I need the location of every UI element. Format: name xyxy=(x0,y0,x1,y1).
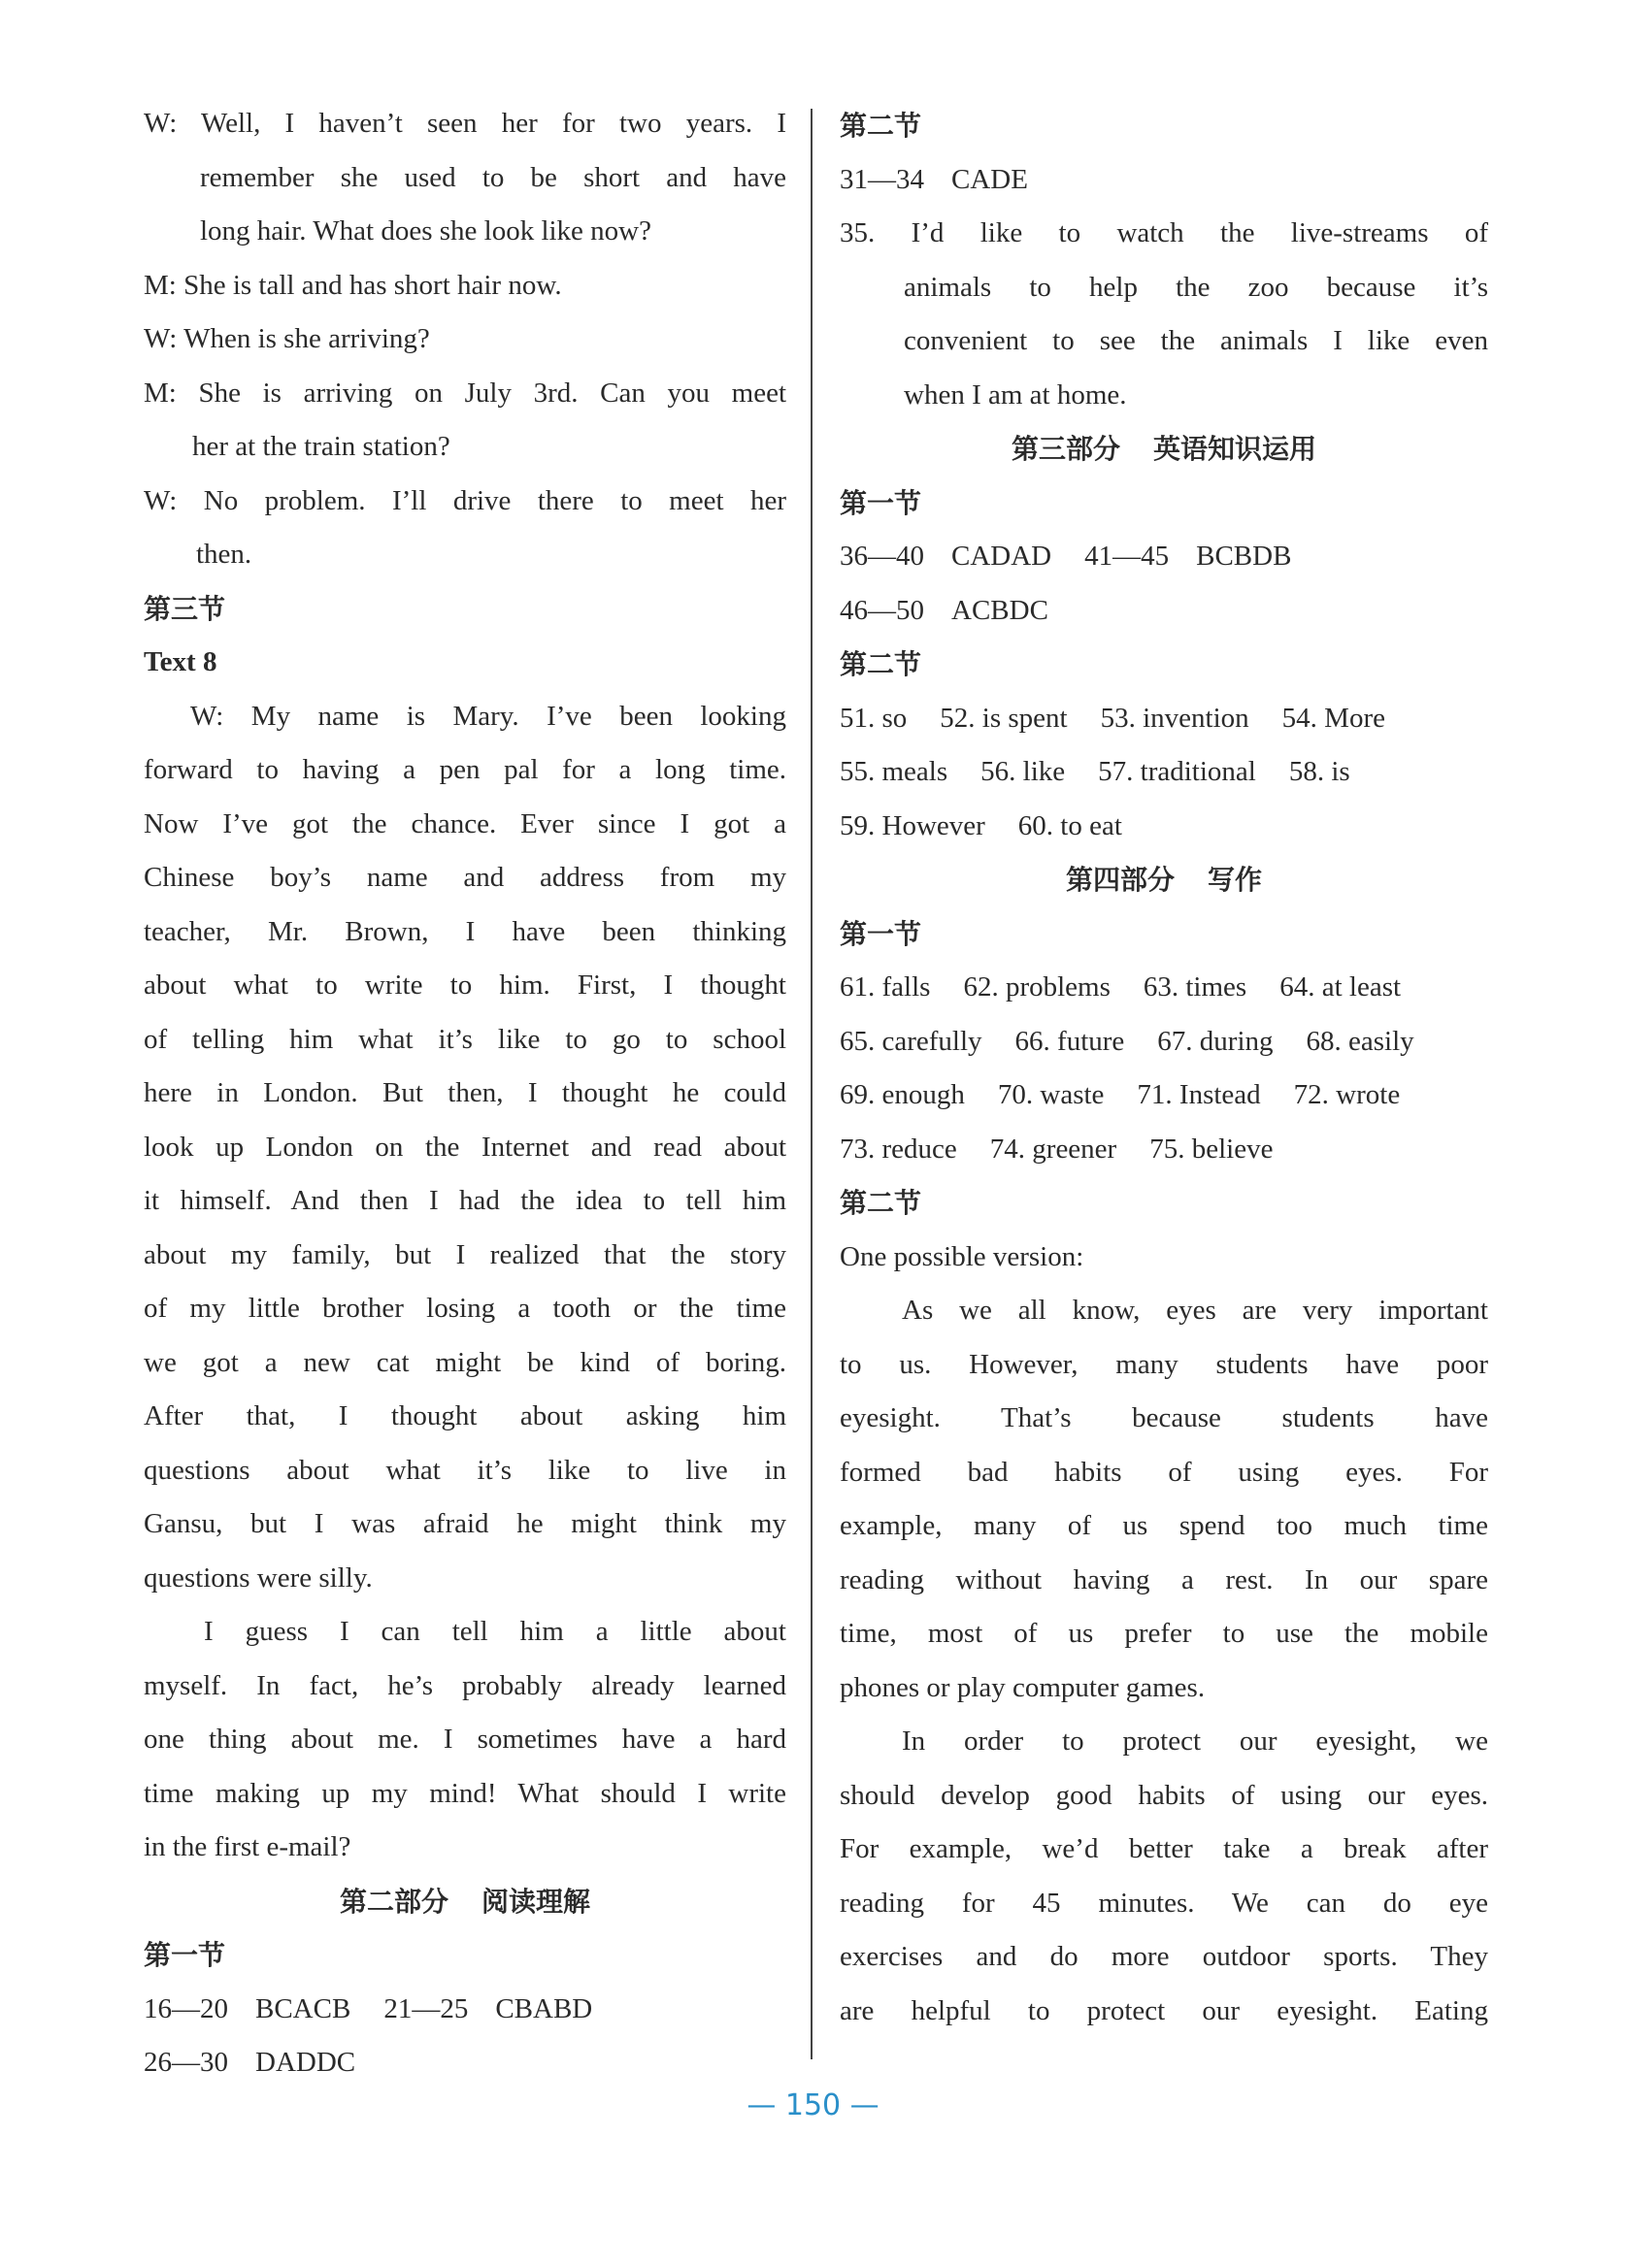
paragraph-line: look up London on the Internet and read about xyxy=(144,1131,786,1163)
dialog-line: then. xyxy=(196,539,252,570)
fill-answer: 72. wrote xyxy=(1293,1079,1401,1110)
paragraph-line: teacher, Mr. Brown, I have been thinking xyxy=(144,915,786,947)
dialog-line: remember she used to be short and have xyxy=(200,161,786,193)
fill-row xyxy=(840,800,1488,854)
dialog-line: her at the train station? xyxy=(192,431,450,462)
answer-row xyxy=(840,153,1488,208)
fill-answer: 61. falls xyxy=(840,971,931,1003)
essay-line: formed bad habits of using eyes. For xyxy=(840,1456,1488,1488)
answer-range: 21—25 xyxy=(383,1992,469,2024)
fill-answer: 54. More xyxy=(1281,702,1385,734)
dialog-line: M: She is arriving on July 3rd. Can you meet xyxy=(144,377,786,409)
part-title: 英语知识运用 xyxy=(1153,433,1317,465)
part-heading xyxy=(144,1875,786,1929)
dialog-line: long hair. What does she look like now? xyxy=(200,215,651,247)
column-divider xyxy=(811,109,813,2059)
essay-line: As we all know, eyes are very important xyxy=(902,1295,1488,1326)
fill-answer: 71. Instead xyxy=(1137,1079,1261,1110)
fill-answer: 58. is xyxy=(1288,756,1350,787)
fill-answer: 74. greener xyxy=(989,1133,1117,1165)
fill-answer: 65. carefully xyxy=(840,1025,982,1057)
essay-intro: One possible version: xyxy=(840,1240,1084,1272)
fill-answer: 52. is spent xyxy=(940,702,1068,734)
paragraph-line: of my little brother losing a tooth or the time xyxy=(144,1293,786,1324)
answer-range: 26—30 xyxy=(144,2047,228,2078)
fill-answer: 69. enough xyxy=(840,1079,965,1110)
text-title: Text 8 xyxy=(144,646,217,677)
paragraph-line: about what to write to him. First, I thought xyxy=(144,970,786,1001)
fill-answer: 75. believe xyxy=(1149,1133,1274,1165)
fill-answer: 66. future xyxy=(1014,1025,1125,1057)
paragraph-line: I guess I can tell him a little about xyxy=(204,1616,786,1647)
dialog-line: W: No problem. I’ll drive there to meet her xyxy=(144,484,786,516)
essay-line: should develop good habits of using our eyes. xyxy=(840,1779,1488,1811)
part-number: 第二部分 xyxy=(339,1885,448,1918)
answer-range: 46—50 xyxy=(840,594,924,626)
answer-range: 36—40 xyxy=(840,541,924,572)
paragraph-line: in the first e-mail? xyxy=(144,1831,351,1862)
answer-range: 31—34 xyxy=(840,163,924,195)
answer-range: 41—45 xyxy=(1084,541,1170,572)
paragraph-line: W: My name is Mary. I’ve been looking xyxy=(190,700,786,732)
essay-line: reading for 45 minutes. We can do eye xyxy=(840,1887,1488,1919)
part-heading xyxy=(840,853,1488,907)
section-heading: 第二节 xyxy=(840,110,922,142)
essay-line: example, many of us spend too much time xyxy=(840,1510,1488,1541)
paragraph-line: one thing about me. I sometimes have a hard xyxy=(144,1724,786,1755)
paragraph-line: Chinese boy’s name and address from my xyxy=(144,862,786,893)
dialog-line: M: She is tall and has short hair now. xyxy=(144,269,562,301)
essay-line: exercises and do more outdoor sports. They xyxy=(840,1941,1488,1972)
section-heading: 第一节 xyxy=(144,1939,226,1971)
fill-answer: 51. so xyxy=(840,702,908,734)
fill-row xyxy=(840,1123,1488,1177)
paragraph-line: Gansu, but I was afraid he might think my xyxy=(144,1508,786,1539)
paragraph-line: questions about what it’s like to live in xyxy=(144,1454,786,1486)
paragraph-line: here in London. But then, I thought he could xyxy=(144,1077,786,1108)
section-heading: 第二节 xyxy=(840,1187,922,1219)
part-number: 第三部分 xyxy=(1011,433,1120,465)
fill-answer: 59. However xyxy=(840,809,985,841)
part-title: 写作 xyxy=(1208,864,1263,896)
answer-letters: CBABD xyxy=(495,1992,593,2024)
answer-letters: CADAD xyxy=(951,541,1052,572)
paragraph-line: about my family, but I realized that the story xyxy=(144,1238,786,1270)
answer-range: 16—20 xyxy=(144,1992,228,2024)
essay-line: For example, we’d better take a break after xyxy=(840,1833,1488,1864)
paragraph-line: time making up my mind! What should I write xyxy=(144,1777,786,1809)
paragraph-line: Now I’ve got the chance. Ever since I got a xyxy=(144,807,786,839)
fill-answer: 56. like xyxy=(980,756,1066,787)
page-number: — 150 — xyxy=(747,2088,879,2122)
section-heading: 第二节 xyxy=(840,648,922,680)
essay-line: are helpful to protect our eyesight. Eating xyxy=(840,1994,1488,2026)
fill-answer: 62. problems xyxy=(963,971,1111,1003)
answer-row xyxy=(144,2036,786,2090)
paragraph-line: myself. In fact, he’s probably already learned xyxy=(144,1669,786,1701)
dialog-line: W: Well, I haven’t seen her for two years. I xyxy=(144,108,786,139)
paragraph-line: forward to having a pen pal for a long time. xyxy=(144,754,786,785)
essay-line: to us. However, many students have poor xyxy=(840,1348,1488,1380)
answer-row xyxy=(144,1983,786,2037)
part-heading xyxy=(840,422,1488,477)
answer-line: convenient to see the animals I like even xyxy=(904,325,1488,356)
part-title: 阅读理解 xyxy=(481,1885,591,1918)
answer-letters: BCACB xyxy=(255,1992,351,2024)
answer-letters: CADE xyxy=(951,163,1028,195)
paragraph-line: of telling him what it’s like to go to school xyxy=(144,1023,786,1055)
dialog-line: W: When is she arriving? xyxy=(144,323,430,354)
fill-answer: 68. easily xyxy=(1306,1025,1414,1057)
fill-answer: 73. reduce xyxy=(840,1133,957,1165)
section-heading: 第三节 xyxy=(144,592,226,625)
section-heading: 第一节 xyxy=(840,486,922,519)
answer-line: animals to help the zoo because it’s xyxy=(904,271,1488,303)
left-column xyxy=(144,97,786,2090)
fill-row xyxy=(840,745,1488,800)
answer-row xyxy=(840,584,1488,639)
paragraph-line: we got a new cat might be kind of boring. xyxy=(144,1346,786,1378)
paragraph-line: it himself. And then I had the idea to tell him xyxy=(144,1185,786,1216)
fill-row xyxy=(840,692,1488,746)
paragraph-line: questions were silly. xyxy=(144,1561,373,1594)
fill-answer: 67. during xyxy=(1157,1025,1274,1057)
answer-row xyxy=(840,530,1488,584)
fill-answer: 57. traditional xyxy=(1098,756,1256,787)
fill-row xyxy=(840,961,1488,1015)
fill-row xyxy=(840,1068,1488,1123)
section-heading: 第一节 xyxy=(840,917,922,950)
answer-letters: DADDC xyxy=(255,2047,356,2078)
fill-answer: 64. at least xyxy=(1279,971,1402,1003)
answer-line: when I am at home. xyxy=(904,378,1127,411)
right-column xyxy=(840,99,1488,2038)
answer-letters: BCBDB xyxy=(1196,541,1292,572)
fill-row xyxy=(840,1015,1488,1069)
fill-answer: 60. to eat xyxy=(1017,809,1122,841)
fill-answer: 53. invention xyxy=(1100,702,1249,734)
essay-line: phones or play computer games. xyxy=(840,1671,1206,1703)
fill-answer: 55. meals xyxy=(840,756,948,787)
essay-line: time, most of us prefer to use the mobile xyxy=(840,1618,1488,1649)
essay-line: reading without having a rest. In our spare xyxy=(840,1563,1488,1595)
paragraph-line: After that, I thought about asking him xyxy=(144,1400,786,1431)
answer-letters: ACBDC xyxy=(951,594,1048,626)
answer-line: 35. I’d like to watch the live-streams of xyxy=(840,217,1488,248)
essay-line: eyesight. That’s because students have xyxy=(840,1402,1488,1433)
essay-line: In order to protect our eyesight, we xyxy=(902,1726,1488,1757)
part-number: 第四部分 xyxy=(1065,864,1175,896)
fill-answer: 63. times xyxy=(1143,971,1247,1003)
fill-answer: 70. waste xyxy=(997,1079,1105,1110)
